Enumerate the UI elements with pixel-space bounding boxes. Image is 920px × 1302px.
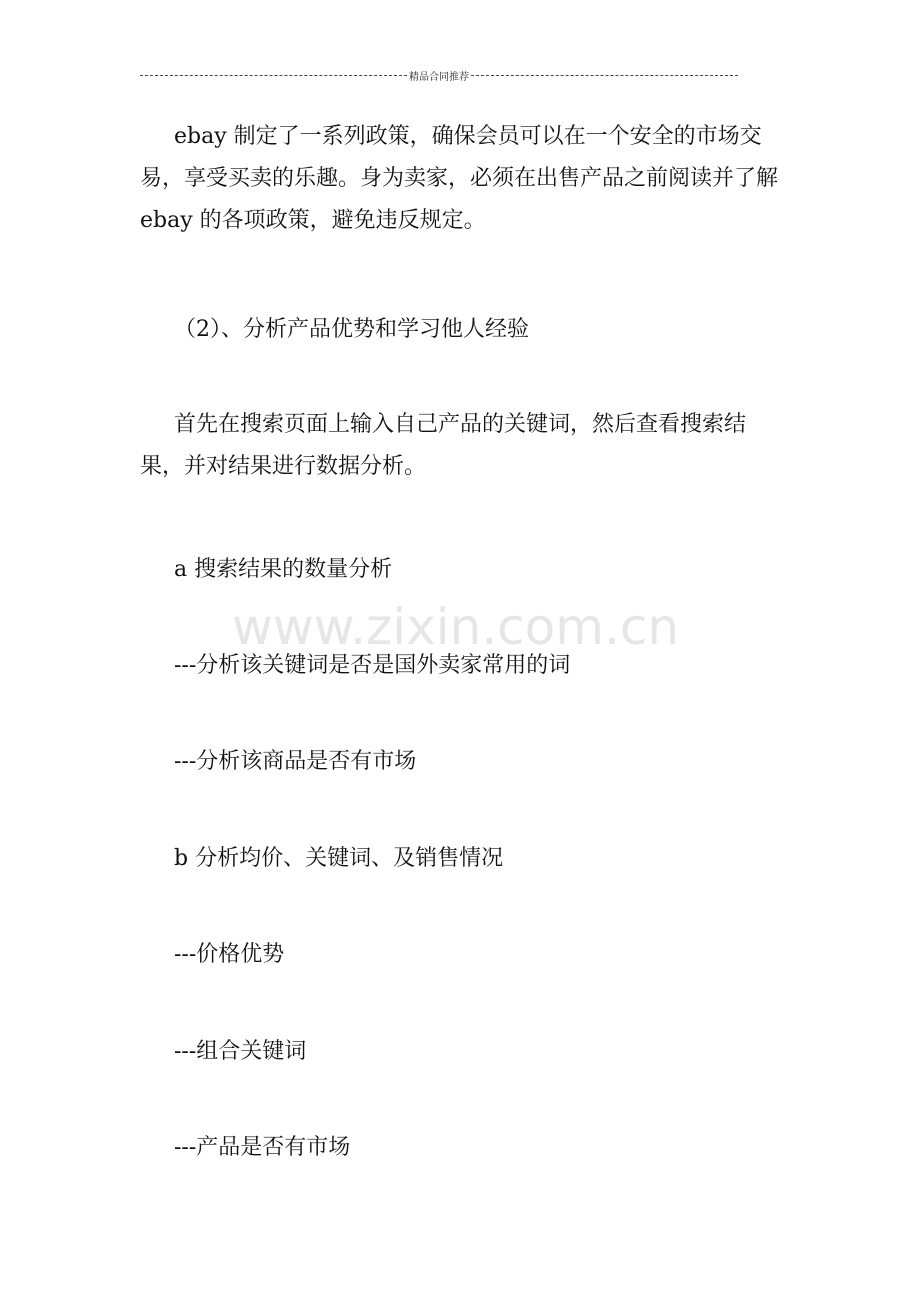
paragraph-search-analysis: 首先在搜索页面上输入自己产品的关键词，然后查看搜索结果，并对结果进行数据分析。 [140, 412, 747, 479]
header-label: 精品合同推荐 [409, 71, 469, 83]
paragraph-ebay-policy: ebay 制定了一系列政策，确保会员可以在一个安全的市场交易，享受买卖的乐趣。身为卖家，必须在出售产品之前阅读并了解 ebay 的各项政策，避免违反规定。 [140, 124, 779, 233]
list-item-a: a 搜索结果的数量分析 [174, 557, 393, 582]
list-item-b-2: ---组合关键词 [174, 1039, 307, 1064]
page-header [140, 66, 738, 84]
list-item-b: b 分析均价、关键词、及销售情况 [174, 846, 504, 871]
section-heading-2: （2）、分析产品优势和学习他人经验 [174, 317, 529, 342]
watermark: www.zixin.com.cn [232, 598, 680, 656]
header-rule-right [471, 75, 738, 76]
list-item-a-2: ---分析该商品是否有市场 [174, 749, 417, 774]
list-item-a-1: ---分析该关键词是否是国外卖家常用的词 [174, 653, 571, 678]
list-item-b-3: ---产品是否有市场 [174, 1135, 351, 1160]
list-item-b-1: ---价格优势 [174, 942, 285, 967]
header-rule-left [140, 75, 407, 76]
